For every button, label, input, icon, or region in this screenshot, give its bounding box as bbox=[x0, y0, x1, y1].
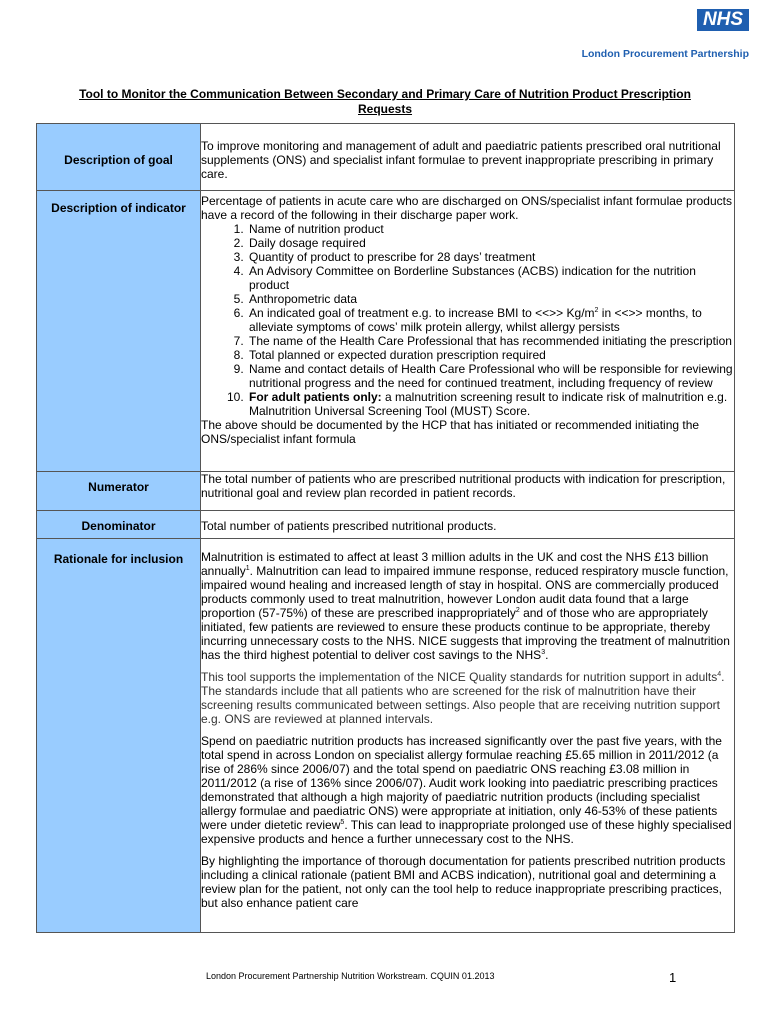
numerator-text: The total number of patients who are prescribed nutritional products with indication for prescription, nutritional goal and review plan recorded in patient records. bbox=[201, 472, 726, 500]
row-content bbox=[201, 124, 735, 191]
superscript: 2 bbox=[515, 607, 520, 614]
row-label bbox=[37, 472, 201, 511]
indicator-intro: Percentage of patients in acute care who are discharged on ONS/specialist infant formulae products have a record of the following in their discharge paper work. bbox=[201, 194, 732, 222]
rationale-p4: By highlighting the importance of thorough documentation for patients prescribed nutrition products including a clinical rationale (patient BMI and ACBS indication), nutritional goal and determining a review plan for the patient, not only can the tool help to reduce inappropriate prescribing practices, but also enhance patient care bbox=[201, 854, 726, 910]
rationale-p2 bbox=[201, 670, 734, 726]
item6-text-b: in <<>> months, to alleviate symptoms of cows’ milk protein allergy, whilst allergy persists bbox=[249, 306, 702, 334]
text-span: This tool supports the implementation of the NICE Quality standards for nutrition support in adults bbox=[201, 670, 718, 684]
page-number: 1 bbox=[669, 970, 677, 985]
table-row bbox=[37, 472, 735, 511]
superscript: 5 bbox=[340, 819, 345, 826]
row-content bbox=[201, 472, 735, 511]
text-span: Malnutrition is estimated to affect at least 3 million adults in the UK and cost the NHS £13 billion annually bbox=[201, 550, 709, 578]
goal-text: To improve monitoring and management of adult and paediatric patients prescribed oral nutritional supplements (ONS) and specialist infant formulae to prevent inappropriate prescribing in primary care. bbox=[201, 139, 721, 181]
superscript: 3 bbox=[541, 649, 546, 656]
row-label bbox=[37, 124, 201, 191]
table-row bbox=[37, 511, 735, 539]
document-title: Tool to Monitor the Communication Between Secondary and Primary Care of Nutrition Product Prescription Requests bbox=[79, 87, 691, 116]
label-denominator: Denominator bbox=[81, 519, 156, 533]
row-content bbox=[201, 539, 735, 933]
superscript: 4 bbox=[717, 671, 722, 678]
list-item: 3. Quantity of product to prescribe for 28 days’ treatment bbox=[247, 250, 734, 264]
org-name: London Procurement Partnership bbox=[581, 48, 749, 60]
text-span: . Malnutrition can lead to impaired immune response, reduced respiratory muscle function, impaired wound healing and increased length of stay in hospital. ONS are commercially produced products commonly used to treat malnutrition, however London audit data found that a large proportion (57-75%) of these are prescribed inappropriately bbox=[201, 564, 729, 620]
text-span: . The standards include that all patients who are screened for the risk of malnutrition have their screening results communicated between settings. Also people that are receiving nutrition support e.g. ONS are reviewed at planned intervals. bbox=[201, 670, 725, 726]
row-label bbox=[37, 191, 201, 472]
label-numerator: Numerator bbox=[88, 480, 149, 494]
table-row bbox=[37, 124, 735, 191]
table-row bbox=[37, 539, 735, 933]
list-item bbox=[247, 306, 734, 334]
indicator-list bbox=[201, 222, 734, 418]
list-item: 4. An Advisory Committee on Borderline Substances (ACBS) indication for the nutrition product bbox=[247, 264, 734, 292]
footer-text: London Procurement Partnership Nutrition Workstream. CQUIN 01.2013 bbox=[206, 971, 495, 981]
label-rationale: Rationale for inclusion bbox=[53, 552, 184, 566]
row-content bbox=[201, 191, 735, 472]
row-label bbox=[37, 539, 201, 933]
list-item: 5. Anthropometric data bbox=[247, 292, 734, 306]
list-item: 1. Name of nutrition product bbox=[247, 222, 734, 236]
row-label bbox=[37, 511, 201, 539]
label-goal: Description of goal bbox=[64, 153, 173, 167]
row-content bbox=[201, 511, 735, 539]
list-item bbox=[247, 390, 734, 418]
rationale-p1 bbox=[201, 539, 734, 662]
list-item: 8. Total planned or expected duration prescription required bbox=[247, 348, 734, 362]
indicator-outro: The above should be documented by the HCP that has initiated or recommended initiating the ONS/specialist infant formula bbox=[201, 418, 700, 446]
item6-text-a: An indicated goal of treatment e.g. to increase BMI to <<>> Kg/m bbox=[249, 306, 595, 320]
list-item: 7. The name of the Health Care Professional that has recommended initiating the prescription bbox=[247, 334, 734, 348]
rationale-p3 bbox=[201, 734, 734, 846]
text-span: . This can lead to inappropriate prolonged use of these highly specialised expensive products and hence a further unnecessary cost to the NHS. bbox=[201, 818, 732, 846]
nhs-logo: NHS bbox=[697, 9, 749, 31]
text-span: and of those who are appropriately initiated, few patients are reviewed to ensure these products continue to be appropriate, thereby incurring unnecessary costs to the NHS. NICE suggests that improving the treatment of malnutrition has the third highest potential to deliver cost savings to the NHS bbox=[201, 606, 730, 662]
superscript: 2 bbox=[594, 307, 599, 314]
list-item: 2. Daily dosage required bbox=[247, 236, 734, 250]
item10-text: a malnutrition screening result to indicate risk of malnutrition e.g. Malnutrition Universal Screening Tool (MUST) Score. bbox=[249, 390, 728, 418]
item10-bold: For adult patients only: bbox=[249, 390, 382, 404]
label-indicator: Description of indicator bbox=[51, 201, 186, 215]
table-row bbox=[37, 191, 735, 472]
indicator-table bbox=[36, 123, 735, 933]
text-span: . bbox=[545, 648, 549, 662]
denominator-text: Total number of patients prescribed nutritional products. bbox=[201, 519, 497, 533]
superscript: 1 bbox=[245, 565, 250, 572]
text-span: Spend on paediatric nutrition products has increased significantly over the past five years, with the total spend in across London on specialist allergy formulae reaching £5.65 million in 2011/2012 (a rise of 286% since 2006/07) and the total spend on paediatric ONS reaching £3.08 million in 2011/2012 (a rise of 136% since 2006/07). Audit work looking into paediatric prescribing practices demonstrated that although a high majority of paediatric nutrition products (including specialist allergy formulae and paediatric ONS) were appropriate at initiation, only 46-53% of these patients were under dietetic review bbox=[201, 734, 722, 832]
list-item: 9. Name and contact details of Health Care Professional who will be responsible for reviewing nutritional progress and the need for continued treatment, including frequency of review bbox=[247, 362, 734, 390]
